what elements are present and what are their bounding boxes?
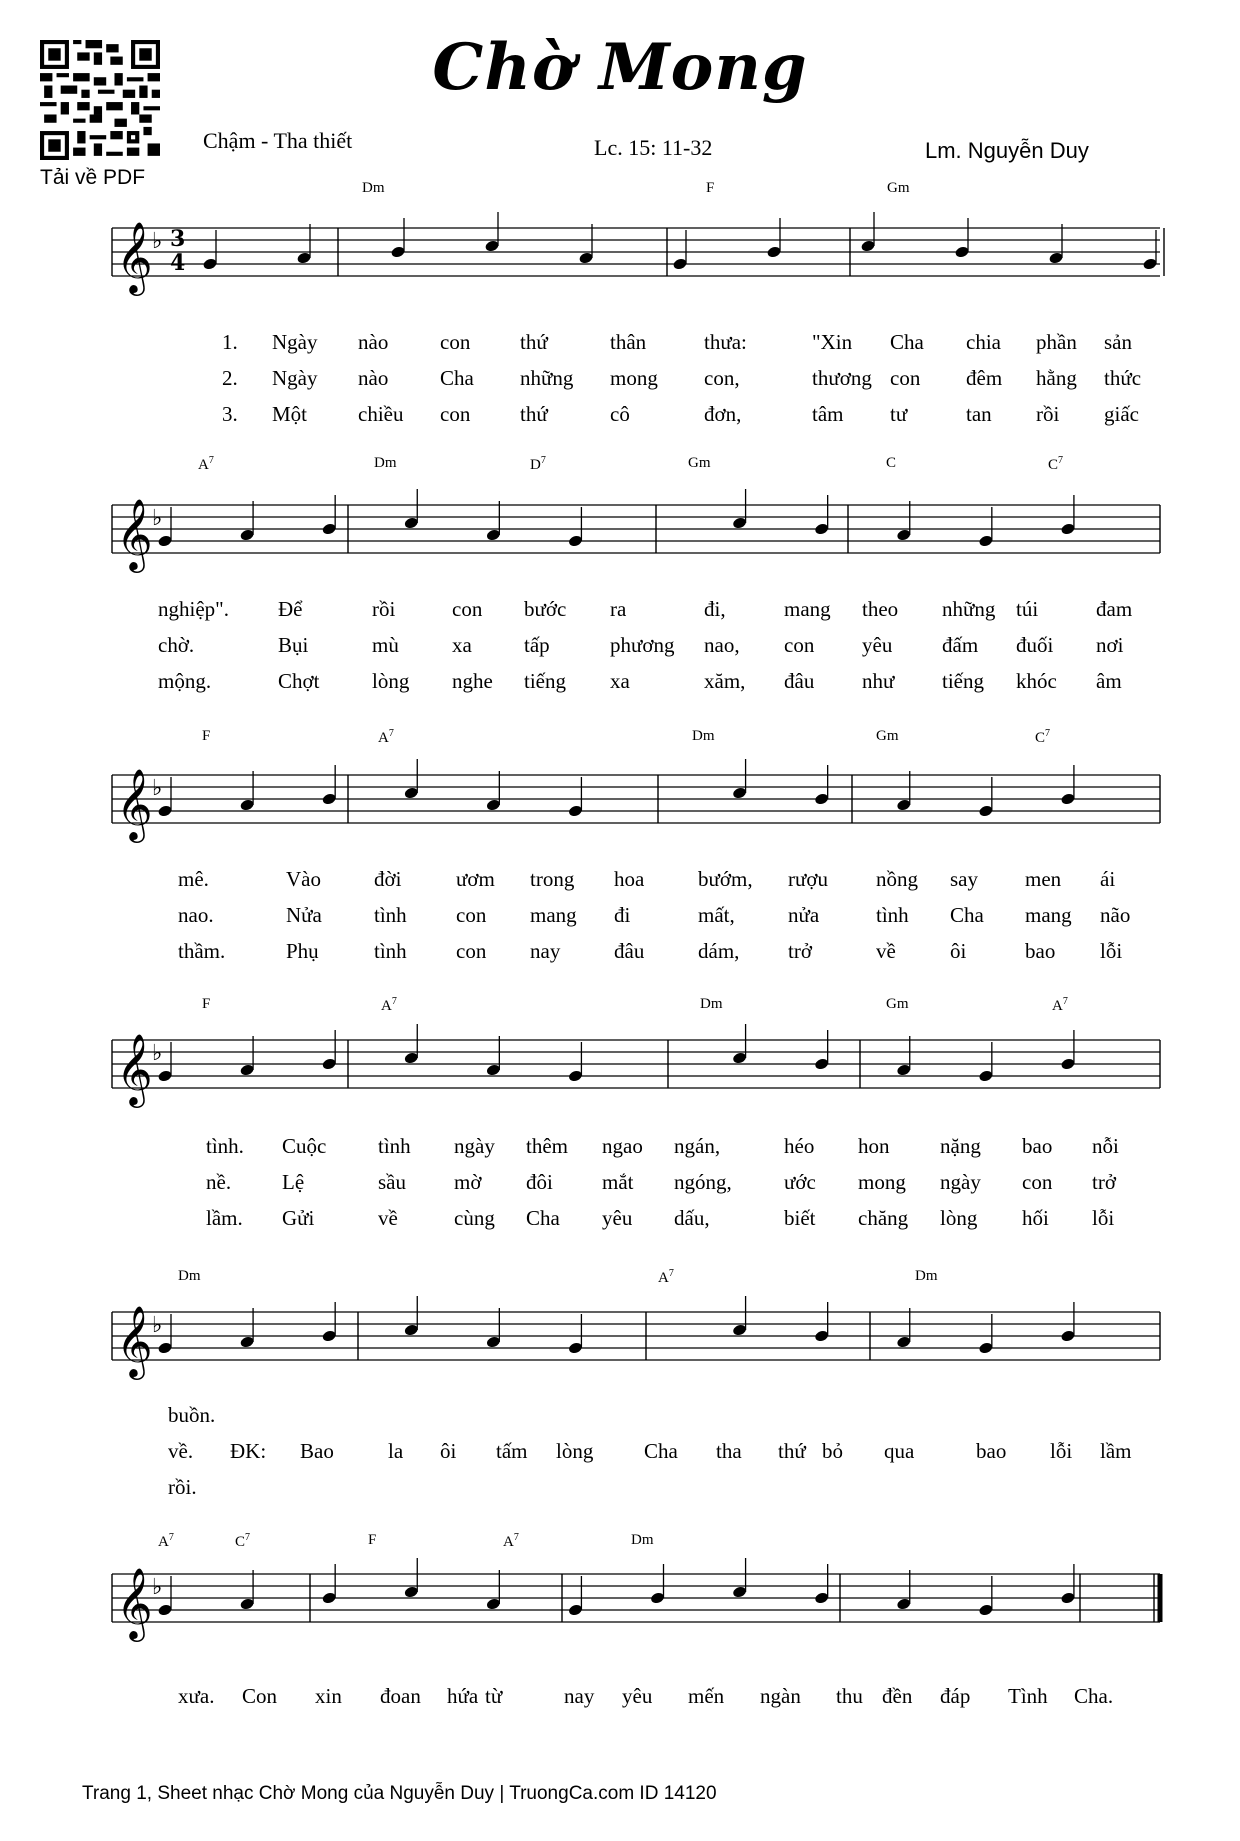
lyric-syllable: 1. xyxy=(222,330,238,354)
chord-symbol: $C^7$ xyxy=(235,1532,251,1550)
lyric-syllable: phần xyxy=(1036,330,1077,354)
lyric-syllable: Cha xyxy=(950,903,984,927)
chord-symbol: F xyxy=(706,180,715,196)
lyric-syllable: Bao xyxy=(300,1439,334,1463)
chord-symbol: $C^7$ xyxy=(1035,728,1051,746)
chord-symbol: F xyxy=(202,728,211,744)
lyric-syllable: con xyxy=(440,402,471,426)
lyric-syllable: đời xyxy=(374,867,402,891)
lyric-syllable: chiều xyxy=(358,402,404,426)
lyric-syllable: đi, xyxy=(704,597,726,621)
lyric-syllable: Con xyxy=(242,1684,278,1708)
chord-symbol: $A^7$ xyxy=(658,1268,674,1286)
lyric-syllable: Cha. xyxy=(1074,1684,1114,1708)
lyric-syllable: thứ xyxy=(778,1439,806,1463)
lyric-syllable: mang xyxy=(784,597,831,621)
lyric-syllable: chờ. xyxy=(158,633,195,657)
lyric-syllable: trở xyxy=(1092,1170,1116,1194)
lyric-syllable: về xyxy=(378,1206,398,1230)
lyric-syllable: đi xyxy=(614,903,631,927)
flat-key-signature-icon: ♭ xyxy=(152,1041,163,1066)
lyric-syllable: thức xyxy=(1104,366,1142,390)
lyric-syllable: sầu xyxy=(378,1170,406,1194)
chord-symbol: Dm xyxy=(700,996,723,1012)
lyric-syllable: nay xyxy=(530,939,561,963)
lyric-syllable: ôi xyxy=(440,1439,457,1463)
lyric-syllable: ôi xyxy=(950,939,967,963)
treble-clef-icon: 𝄞 xyxy=(116,220,153,293)
lyric-syllable: thứ xyxy=(520,402,548,426)
chord-symbol: C xyxy=(886,455,897,471)
lyric-syllable: Vào xyxy=(286,867,321,891)
lyric-syllable: xin xyxy=(315,1684,342,1708)
lyric-syllable: ngóng, xyxy=(674,1170,732,1194)
lyric-syllable: trở xyxy=(788,939,812,963)
lyric-syllable: ngàn xyxy=(760,1684,801,1708)
lyric-syllable: đấm xyxy=(942,633,979,657)
staff xyxy=(0,485,1240,585)
lyric-syllable: hối xyxy=(1022,1206,1049,1230)
lyric-syllable: tan xyxy=(966,402,992,426)
lyric-syllable: tiếng xyxy=(942,669,984,693)
lyric-syllable: nồng xyxy=(876,867,918,891)
lyric-syllable: buồn. xyxy=(168,1403,216,1427)
lyric-syllable: dấu, xyxy=(674,1206,710,1230)
lyric-syllable: Cha xyxy=(644,1439,678,1463)
staff xyxy=(0,1554,1240,1654)
lyric-syllable: tấp xyxy=(524,633,550,657)
lyric-syllable: Tình xyxy=(1008,1684,1048,1708)
chord-symbol: F xyxy=(202,996,211,1012)
flat-key-signature-icon: ♭ xyxy=(152,506,163,531)
lyric-syllable: mến xyxy=(688,1684,725,1708)
lyric-syllable: xưa. xyxy=(178,1684,215,1708)
lyric-syllable: tình xyxy=(876,903,909,927)
lyric-syllable: mờ xyxy=(454,1170,482,1194)
lyric-syllable: Phụ xyxy=(286,939,319,963)
lyric-syllable: Ngày xyxy=(272,366,318,390)
lyric-syllable: thứ xyxy=(520,330,548,354)
chord-symbol: Dm xyxy=(374,455,397,471)
lyric-syllable: xăm, xyxy=(704,669,746,693)
lyric-syllable: Cuộc xyxy=(282,1134,327,1158)
lyric-syllable: rượu xyxy=(788,867,828,891)
lyric-syllable: tâm xyxy=(812,402,844,426)
chord-symbol: F xyxy=(368,1532,377,1548)
lyric-syllable: lỗi xyxy=(1050,1439,1073,1463)
lyric-syllable: con xyxy=(784,633,815,657)
chord-symbol: Dm xyxy=(178,1268,201,1284)
lyric-syllable: đâu xyxy=(614,939,645,963)
lyric-syllable: hon xyxy=(858,1134,890,1158)
lyric-syllable: ra xyxy=(610,597,627,621)
lyric-syllable: thầm. xyxy=(178,939,226,963)
lyric-syllable: như xyxy=(862,669,895,693)
lyric-syllable: bao xyxy=(976,1439,1007,1463)
lyric-syllable: nặng xyxy=(940,1134,981,1158)
lyric-syllable: yêu xyxy=(862,633,893,657)
lyric-syllable: Cha xyxy=(890,330,924,354)
lyric-syllable: đền xyxy=(882,1684,913,1708)
lyric-syllable: thân xyxy=(610,330,647,354)
chord-symbol: Gm xyxy=(688,455,711,471)
lyric-syllable: nao. xyxy=(178,903,214,927)
lyric-syllable: bỏ xyxy=(822,1439,843,1463)
lyric-syllable: nửa xyxy=(788,903,820,927)
chord-symbol: $A^7$ xyxy=(1052,996,1068,1014)
lyric-syllable: Cha xyxy=(526,1206,560,1230)
lyric-syllable: thương xyxy=(812,366,872,390)
lyric-syllable: cùng xyxy=(454,1206,495,1230)
lyric-syllable: qua xyxy=(884,1439,915,1463)
lyric-syllable: tình xyxy=(374,939,407,963)
song-title: Chờ Mong xyxy=(432,30,808,105)
lyric-syllable: mù xyxy=(372,633,399,657)
lyric-syllable: sản xyxy=(1104,330,1132,354)
lyric-syllable: Để xyxy=(278,597,303,621)
lyric-syllable: từ xyxy=(485,1684,503,1708)
svg-text:3: 3 xyxy=(170,226,186,252)
chord-symbol: Gm xyxy=(887,180,910,196)
lyric-syllable: con xyxy=(1022,1170,1053,1194)
lyric-syllable: tình xyxy=(378,1134,411,1158)
lyric-syllable: mắt xyxy=(602,1170,634,1194)
lyric-syllable: giấc xyxy=(1104,402,1139,426)
chord-symbol: Dm xyxy=(631,1532,654,1548)
lyric-syllable: tình xyxy=(374,903,407,927)
chord-symbol: $A^7$ xyxy=(378,728,394,746)
lyric-syllable: men xyxy=(1025,867,1062,891)
staff xyxy=(0,208,1240,308)
lyric-syllable: lầm xyxy=(1100,1439,1132,1463)
chord-symbol: $A^7$ xyxy=(381,996,397,1014)
lyric-syllable: âm xyxy=(1096,669,1122,693)
staff xyxy=(0,755,1240,855)
lyric-syllable: tư xyxy=(890,402,908,426)
lyric-syllable: lòng xyxy=(940,1206,978,1230)
lyric-syllable: yêu xyxy=(622,1684,653,1708)
flat-key-signature-icon: ♭ xyxy=(152,776,163,801)
lyric-syllable: bao xyxy=(1022,1134,1053,1158)
lyric-syllable: đôi xyxy=(526,1170,553,1194)
lyric-syllable: 2. xyxy=(222,366,238,390)
lyric-syllable: Lệ xyxy=(282,1170,305,1194)
lyric-syllable: mong xyxy=(858,1170,906,1194)
lyric-syllable: nghiệp". xyxy=(158,597,229,621)
lyric-syllable: xa xyxy=(452,633,472,657)
lyric-syllable: tiếng xyxy=(524,669,566,693)
lyric-syllable: bước xyxy=(524,597,567,621)
lyric-syllable: thu xyxy=(836,1684,863,1708)
lyric-syllable: lỗi xyxy=(1100,939,1123,963)
lyric-syllable: những xyxy=(942,597,996,621)
lyric-syllable: xa xyxy=(610,669,630,693)
lyric-syllable: Gửi xyxy=(282,1206,315,1230)
chord-symbol: Gm xyxy=(886,996,909,1012)
lyric-syllable: theo xyxy=(862,597,899,621)
lyric-syllable: nào xyxy=(358,366,389,390)
lyric-syllable: lỗi xyxy=(1092,1206,1115,1230)
lyric-syllable: tình. xyxy=(206,1134,244,1158)
lyric-syllable: đơn, xyxy=(704,402,742,426)
lyric-syllable: nao, xyxy=(704,633,740,657)
treble-clef-icon: 𝄞 xyxy=(116,1032,153,1105)
lyric-syllable: thêm xyxy=(526,1134,568,1158)
lyric-syllable: não xyxy=(1100,903,1131,927)
lyric-syllable: về. xyxy=(168,1439,194,1463)
lyric-syllable: mang xyxy=(1025,903,1072,927)
lyric-syllable: rồi. xyxy=(168,1475,197,1499)
lyric-syllable: ngày xyxy=(940,1170,981,1194)
svg-text:4: 4 xyxy=(170,250,186,276)
lyric-syllable: lòng xyxy=(372,669,410,693)
chord-symbol: Dm xyxy=(915,1268,938,1284)
staff xyxy=(0,1020,1240,1120)
lyric-syllable: túi xyxy=(1016,597,1039,621)
flat-key-signature-icon: ♭ xyxy=(152,1313,163,1338)
chord-symbol: $A^7$ xyxy=(503,1532,519,1550)
lyric-syllable: nghe xyxy=(452,669,493,693)
lyric-syllable: con xyxy=(456,903,487,927)
lyric-syllable: rồi xyxy=(372,597,396,621)
lyric-syllable: hằng xyxy=(1036,366,1077,390)
lyric-syllable: con, xyxy=(704,366,740,390)
lyric-syllable: về xyxy=(876,939,896,963)
lyric-syllable: Ngày xyxy=(272,330,318,354)
lyric-syllable: "Xin xyxy=(812,330,853,354)
chord-symbol: Dm xyxy=(692,728,715,744)
lyric-syllable: héo xyxy=(784,1134,815,1158)
lyric-syllable: đuối xyxy=(1016,633,1054,657)
lyric-syllable: nào xyxy=(358,330,389,354)
lyric-syllable: dám, xyxy=(698,939,740,963)
lyric-syllable: yêu xyxy=(602,1206,633,1230)
composer-name: Lm. Nguyễn Duy xyxy=(925,138,1089,163)
chord-symbol: $A^7$ xyxy=(198,455,214,473)
lyric-syllable: hứa xyxy=(447,1684,479,1708)
lyric-syllable: mất, xyxy=(698,903,735,927)
scripture-reference: Lc. 15: 11-32 xyxy=(594,135,713,160)
lyric-syllable: Nửa xyxy=(286,903,322,927)
lyric-syllable: mong xyxy=(610,366,658,390)
lyric-syllable: Một xyxy=(272,402,308,426)
lyric-syllable: đam xyxy=(1096,597,1133,621)
lyric-syllable: khóc xyxy=(1016,669,1057,693)
lyric-syllable: mang xyxy=(530,903,577,927)
lyric-syllable: phương xyxy=(610,633,675,657)
lyric-syllable: thưa: xyxy=(704,330,747,354)
lyric-syllable: rồi xyxy=(1036,402,1060,426)
lyric-syllable: chăng xyxy=(858,1206,909,1230)
lyric-syllable: con xyxy=(456,939,487,963)
lyric-syllable: đáp xyxy=(940,1684,971,1708)
lyric-syllable: Chợt xyxy=(278,669,320,693)
lyric-syllable: ngao xyxy=(602,1134,643,1158)
lyric-syllable: nơi xyxy=(1096,633,1124,657)
lyric-syllable: nay xyxy=(564,1684,595,1708)
lyric-syllable: ngày xyxy=(454,1134,495,1158)
lyric-syllable: bướm, xyxy=(698,867,753,891)
lyric-syllable: cô xyxy=(610,402,630,426)
lyric-syllable: mộng. xyxy=(158,669,212,693)
lyric-syllable: tấm xyxy=(496,1439,528,1463)
treble-clef-icon: 𝄞 xyxy=(116,497,153,570)
chord-symbol: Gm xyxy=(876,728,899,744)
tempo-marking: Chậm - Tha thiết xyxy=(203,128,353,153)
lyric-syllable: bao xyxy=(1025,939,1056,963)
lyric-syllable: những xyxy=(520,366,574,390)
lyric-syllable: ước xyxy=(784,1170,816,1194)
treble-clef-icon: 𝄞 xyxy=(116,1566,153,1639)
lyric-syllable: chia xyxy=(966,330,1001,354)
chord-symbol: $A^7$ xyxy=(158,1532,174,1550)
lyric-syllable: nề. xyxy=(206,1170,232,1194)
staff xyxy=(0,1292,1240,1392)
lyric-syllable: ươm xyxy=(456,867,495,891)
treble-clef-icon: 𝄞 xyxy=(116,1304,153,1377)
lyric-syllable: con xyxy=(452,597,483,621)
lyric-syllable: lầm. xyxy=(206,1206,243,1230)
lyric-syllable: tha xyxy=(716,1439,742,1463)
lyric-syllable: mê. xyxy=(178,867,209,891)
lyric-syllable: ái xyxy=(1100,867,1116,891)
lyric-syllable: ngán, xyxy=(674,1134,721,1158)
lyric-syllable: ĐK: xyxy=(230,1439,267,1463)
lyric-syllable: 3. xyxy=(222,402,238,426)
chord-symbol: Dm xyxy=(362,180,385,196)
lyric-syllable: la xyxy=(388,1439,404,1463)
chord-symbol: $D^7$ xyxy=(530,455,546,473)
lyric-syllable: đêm xyxy=(966,366,1003,390)
lyric-syllable: lòng xyxy=(556,1439,594,1463)
lyric-syllable: Cha xyxy=(440,366,474,390)
page-footer: Trang 1, Sheet nhạc Chờ Mong của Nguyễn Duy | TruongCa.com ID 14120 xyxy=(82,1783,717,1804)
lyric-syllable: hoa xyxy=(614,867,645,891)
flat-key-signature-icon: ♭ xyxy=(152,229,163,254)
lyric-syllable: Bụi xyxy=(278,633,309,657)
lyric-syllable: trong xyxy=(530,867,575,891)
lyric-syllable: nỗi xyxy=(1092,1134,1119,1158)
lyric-syllable: con xyxy=(440,330,471,354)
chord-symbol: $C^7$ xyxy=(1048,455,1064,473)
flat-key-signature-icon: ♭ xyxy=(152,1575,163,1600)
lyric-syllable: say xyxy=(950,867,978,891)
download-pdf-link[interactable]: Tải về PDF xyxy=(40,166,146,189)
lyric-syllable: đâu xyxy=(784,669,815,693)
lyric-syllable: con xyxy=(890,366,921,390)
lyric-syllable: biết xyxy=(784,1206,816,1230)
lyric-syllable: đoan xyxy=(380,1684,421,1708)
treble-clef-icon: 𝄞 xyxy=(116,767,153,840)
